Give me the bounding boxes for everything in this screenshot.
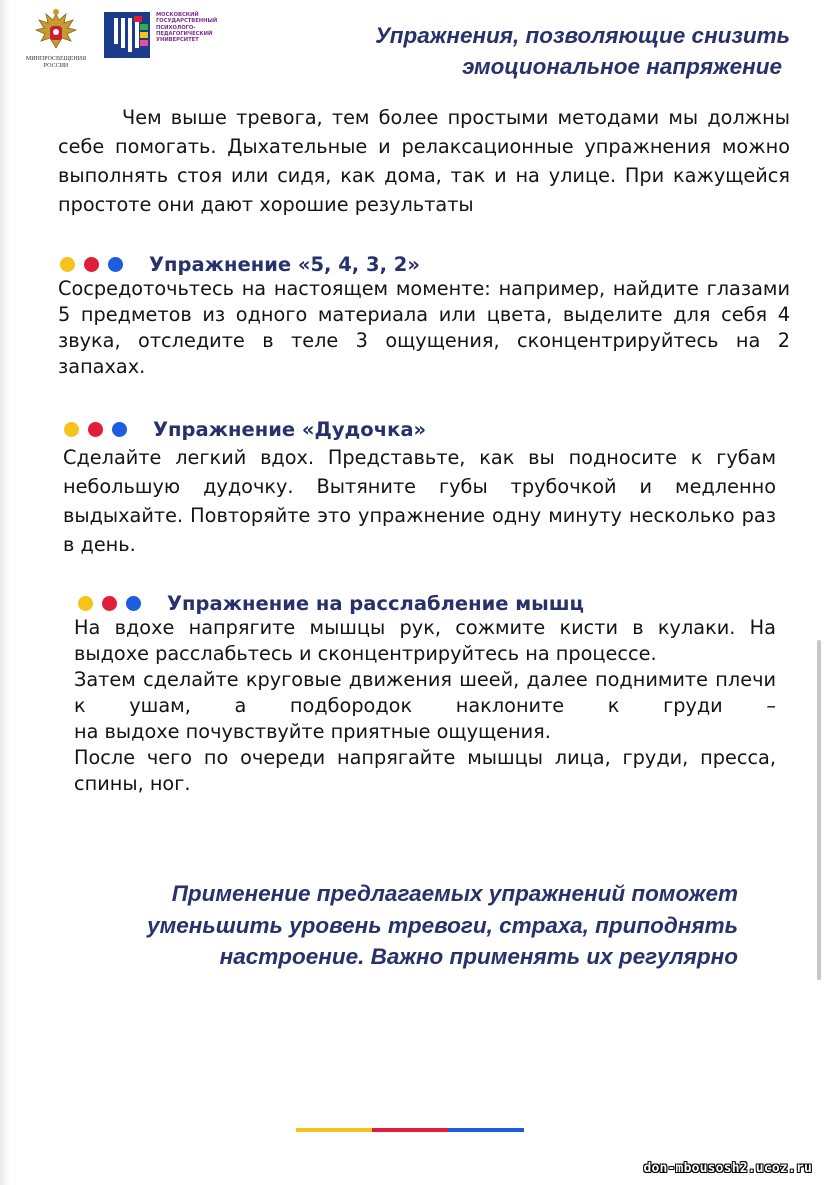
conclusion-line3: настроение. Важно применять их регулярно: [219, 944, 738, 969]
stripe-red: [372, 1128, 448, 1132]
three-dots-icon: [60, 257, 123, 272]
section-title: Упражнение на расслабление мышц: [167, 591, 584, 615]
section-text-5432: Сосредоточьтесь на настоящем моменте: например, найдите глазами 5 предметов из одного материала или цвета, выделите для себя 4 звука, отследите в теле 3 ощущения, сконцентрируйтесь на 2 запахах.: [58, 277, 790, 378]
muscle-paragraph-4: После чего по очереди напрягайте мышцы лица, груди, пресса, спины, ног.: [74, 746, 776, 795]
yellow-dot-icon: [60, 257, 75, 272]
section-title: Упражнение «Дудочка»: [153, 417, 427, 441]
page-title-line2: эмоциональное напряжение: [462, 54, 782, 79]
ministry-logo: [18, 6, 94, 70]
intro-paragraph: Чем выше тревога, тем более простыми методами мы должны себе помогать. Дыхательные и релаксационные упражнения можно выполнять стоя или сидя, как дома, так и на улице. При кажущейся простоте они дают хорошие результаты: [58, 106, 790, 216]
muscle-paragraph-2: Затем сделайте круговые движения шеей, далее поднимите плечи к ушам, а подбородок наклоните к груди –: [74, 668, 776, 717]
page-title: [270, 20, 790, 82]
stripe-yellow: [296, 1128, 372, 1132]
tricolor-stripe: [296, 1128, 524, 1132]
section-heading-dudochka: [64, 416, 426, 442]
muscle-paragraph-3: на выдохе почувствуйте приятные ощущения.: [74, 720, 551, 743]
muscle-paragraph-1: На вдохе напрягите мышцы рук, сожмите кисти в кулаки. На выдохе расслабьтесь и сконцентрируйтесь на процессе.: [74, 616, 776, 665]
site-watermark: don-mbousosh2.ucoz.ru: [643, 1161, 812, 1176]
university-logo: [104, 12, 239, 62]
page-title-line1: Упражнения, позволяющие снизить: [375, 23, 790, 48]
section-title: Упражнение «5, 4, 3, 2»: [149, 252, 420, 276]
red-dot-icon: [84, 257, 99, 272]
three-dots-icon: [78, 596, 141, 611]
blue-dot-icon: [126, 596, 141, 611]
section-heading-5432: [60, 251, 420, 277]
section-heading-muscle-relaxation: [78, 590, 584, 616]
yellow-dot-icon: [64, 422, 79, 437]
red-dot-icon: [88, 422, 103, 437]
blue-dot-icon: [108, 257, 123, 272]
yellow-dot-icon: [78, 596, 93, 611]
page-edge-shadow: [0, 0, 10, 1185]
conclusion-line1: Применение предлагаемых упражнений поможет: [171, 881, 738, 906]
university-logo-text: МОСКОВСКИЙ ГОСУДАРСТВЕННЫЙ ПСИХОЛОГО-ПЕДАГОГИЧЕСКИЙ УНИВЕРСИТЕТ: [156, 12, 218, 44]
three-dots-icon: [64, 422, 127, 437]
section-text-dudochka: Сделайте легкий вдох. Представьте, как вы подносите к губам небольшую дудочку. Вытяните губы трубочкой и медленно выдыхайте. Повторяйте это упражнение одну минуту несколько раз в день.: [63, 446, 776, 556]
eagle-emblem-icon: [31, 6, 81, 56]
red-dot-icon: [102, 596, 117, 611]
scrollbar[interactable]: [817, 640, 821, 980]
section-text-muscle-relaxation: [74, 615, 776, 797]
conclusion-text: [98, 878, 738, 973]
university-emblem-icon: [104, 12, 152, 62]
conclusion-line2: уменьшить уровень тревоги, страха, приподнять: [147, 912, 738, 938]
stripe-blue: [448, 1128, 524, 1132]
ministry-logo-text: МИНПРОСВЕЩЕНИЯ РОССИИ: [25, 56, 87, 69]
blue-dot-icon: [112, 422, 127, 437]
